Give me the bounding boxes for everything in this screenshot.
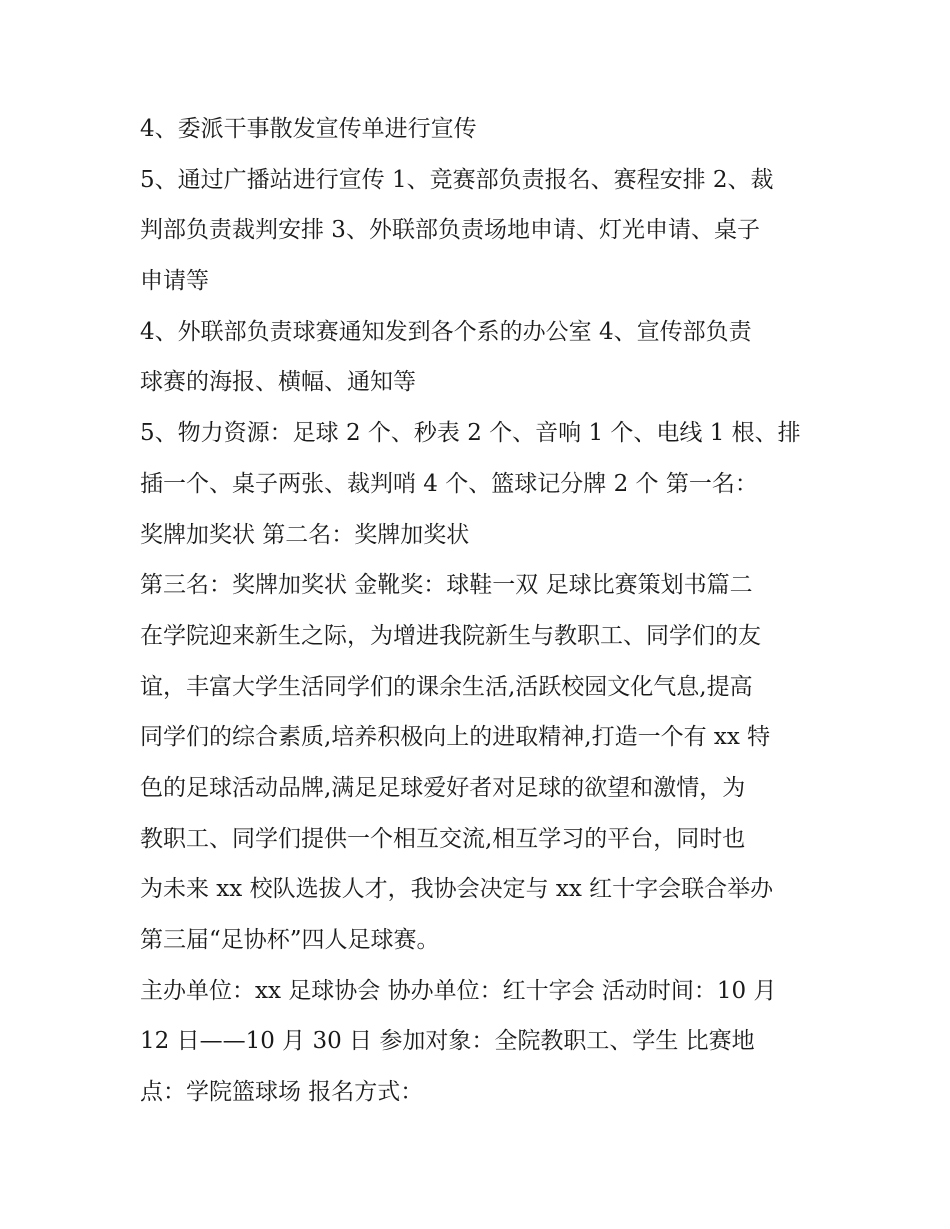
text-line: 插一个、桌子两张、裁判哨 4 个、篮球记分牌 2 个 第一名： — [140, 470, 758, 497]
text-line: 判部负责裁判安排 3、外联部负责场地申请、灯光申请、桌子 — [140, 217, 760, 244]
text-line: 教职工、同学们提供一个相互交流,相互学习的平台，同时也 — [140, 825, 746, 852]
text-line: 4、外联部负责球赛通知发到各个系的办公室 4、宣传部负责 — [140, 318, 752, 345]
text-line: 为未来 xx 校队选拔人才，我协会决定与 xx 红十字会联合举办 — [140, 876, 774, 903]
text-line: 点：学院篮球场 报名方式： — [140, 1079, 424, 1106]
document-body — [140, 104, 820, 1118]
text-line: 色的足球活动品牌,满足足球爱好者对足球的欲望和激情，为 — [140, 774, 746, 801]
text-line: 4、委派干事散发宣传单进行宣传 — [140, 116, 477, 142]
text-line: 5、物力资源：足球 2 个、秒表 2 个、音响 1 个、电线 1 根、排 — [140, 420, 801, 447]
text-line: 申请等 — [140, 268, 209, 295]
text-line: 奖牌加奖状 第二名：奖牌加奖状 — [140, 521, 470, 548]
text-line: 第三届“足协杯”四人足球赛。 — [140, 927, 440, 953]
text-line: 球赛的海报、横幅、通知等 — [140, 369, 416, 396]
text-line: 5、通过广播站进行宣传 1、竞赛部负责报名、赛程安排 2、裁 — [140, 166, 774, 193]
text-line: 谊，丰富大学生活同学们的课余生活,活跃校园文化气息,提高 — [140, 673, 753, 700]
text-line: 在学院迎来新生之际，为增进我院新生与教职工、同学们的友 — [140, 622, 761, 649]
text-line: 主办单位：xx 足球协会 协办单位：红十字会 活动时间：10 月 — [140, 977, 777, 1004]
text-line: 第三名：奖牌加奖状 金靴奖：球鞋一双 足球比赛策划书篇二 — [140, 572, 753, 599]
text-line: 同学们的综合素质,培养积极向上的进取精神,打造一个有 xx 特 — [140, 724, 771, 751]
text-line: 12 日——10 月 30 日 参加对象：全院教职工、学生 比赛地 — [140, 1028, 755, 1055]
